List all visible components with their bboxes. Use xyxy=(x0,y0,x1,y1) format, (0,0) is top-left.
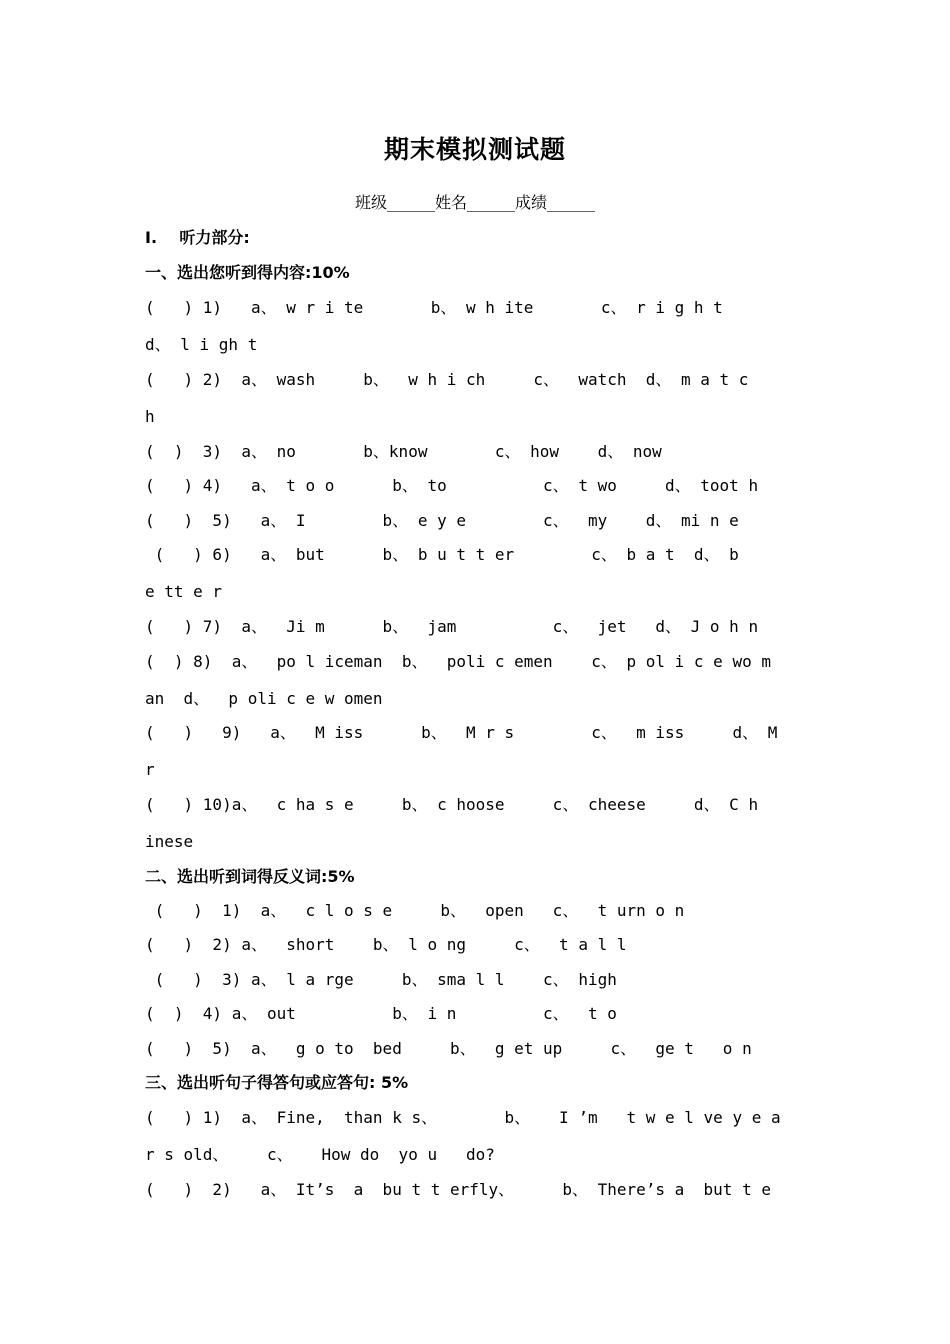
question-line: r s old、 c、 How do yo u do? xyxy=(145,1145,495,1164)
question-line: ( ) 8) a、 po l iceman b、 poli c emen c、 p ol i c e wo m xyxy=(145,652,771,671)
part3-heading: 三、选出听句子得答句或应答句: 5% xyxy=(145,1073,409,1092)
question-line: h xyxy=(145,407,155,426)
question-line: ( ) 2) a、 short b、 l o ng c、 t a l l xyxy=(145,935,627,954)
question-line: ( ) 6) a、 but b、 b u t t er c、 b a t d、 b xyxy=(145,545,739,564)
question-line: ( ) 10)a、 c ha s e b、 c hoose c、 cheese d、 C h xyxy=(145,795,759,814)
question-line: ( ) 1) a、 c l o s e b、 open c、 t urn o n xyxy=(145,901,685,920)
question-line: ( ) 7) a、 Ji m b、 jam c、 jet d、 J o h n xyxy=(145,617,759,636)
question-line: ( ) 4) a、 t o o b、 to c、 t wo d、 toot h xyxy=(145,476,759,495)
part1-heading: 一、选出您听到得内容:10% xyxy=(145,263,350,282)
part2-heading: 二、选出听到词得反义词:5% xyxy=(145,867,355,886)
question-line: ( ) 3) a、 no b、know c、 how d、 now xyxy=(145,442,662,461)
question-line: ( ) 2) a、 wash b、 w h i ch c、 watch d、 m a t c xyxy=(145,370,749,389)
question-line: ( ) 3) a、 l a rge b、 sma l l c、 high xyxy=(145,970,617,989)
page-title: 期末模拟测试题 xyxy=(383,135,566,164)
question-line: inese xyxy=(145,832,194,851)
question-line: r xyxy=(145,760,155,779)
question-line: ( ) 1) a、 Fine, than k s、 b、 I ’m t w e l ve y e a xyxy=(145,1108,781,1127)
question-line: an d、 p oli c e w omen xyxy=(145,689,383,708)
info-line: 班级______姓名______成绩______ xyxy=(354,193,595,212)
question-line: ( ) 5) a、 g o to bed b、 g et up c、 ge t o n xyxy=(145,1039,752,1058)
question-line: ( ) 2) a、 It’s a bu t t erfly、 b、 There’s a but t e xyxy=(145,1180,771,1199)
question-line: ( ) 9) a、 M iss b、 M r s c、 m iss d、 M xyxy=(145,723,778,742)
question-line: ( ) 5) a、 I b、 e y e c、 my d、 mi n e xyxy=(145,511,739,530)
question-line: ( ) 1) a、 w r i te b、 w h ite c、 r i g h t xyxy=(145,298,723,317)
question-line: e tt e r xyxy=(145,582,223,601)
question-line: ( ) 4) a、 out b、 i n c、 t o xyxy=(145,1004,617,1023)
question-line: d、 l i gh t xyxy=(145,335,258,354)
section-heading: I. 听力部分: xyxy=(145,228,250,247)
